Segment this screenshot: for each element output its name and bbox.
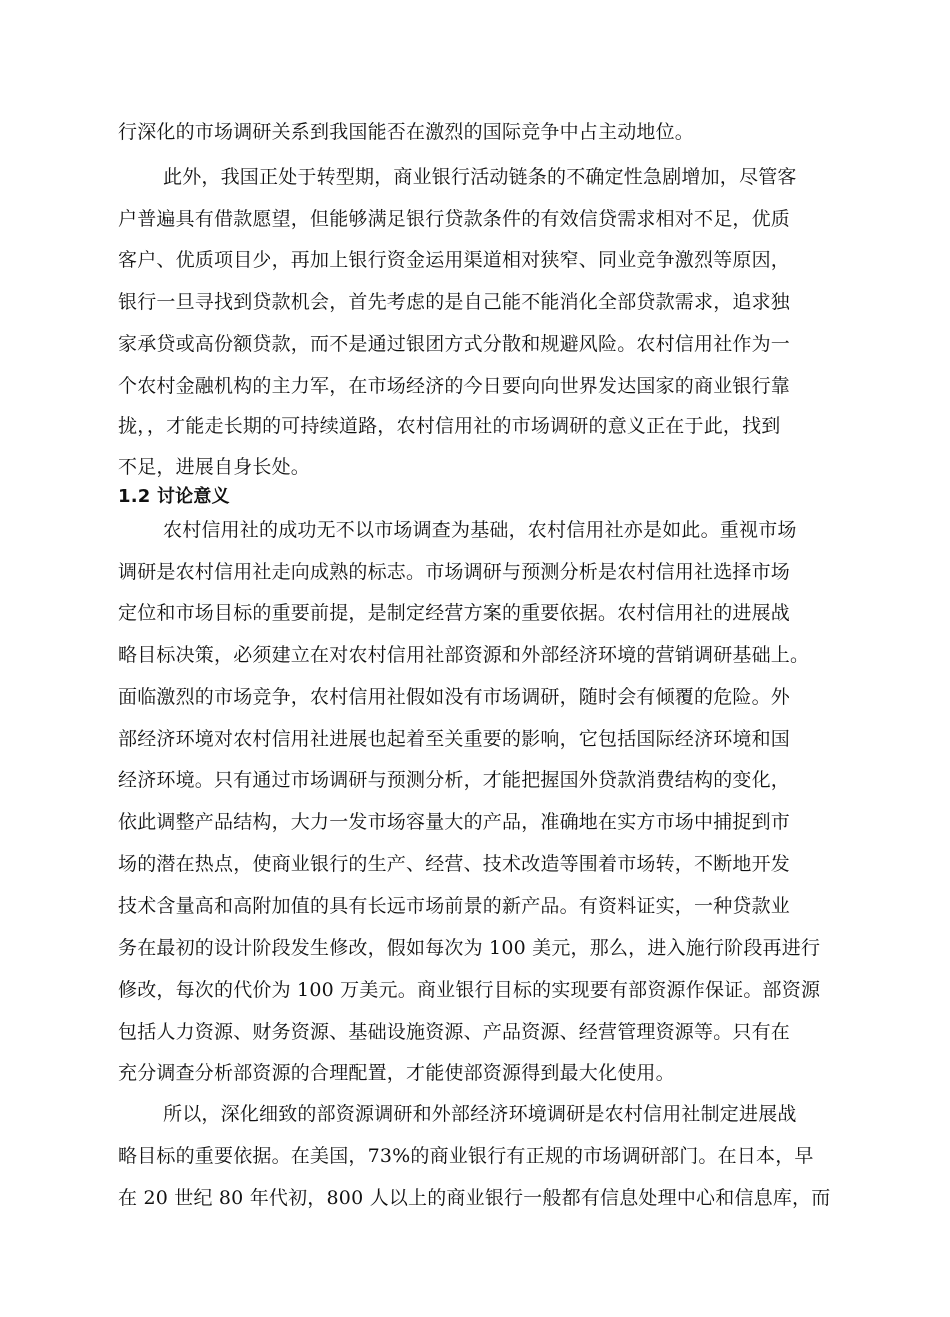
paragraph-line: 包括人力资源、财务资源、基础设施资源、产品资源、经营管理资源等。只有在 [118, 1021, 791, 1043]
paragraph-line: 技术含量高和高附加值的具有长远市场前景的新产品。有资料证实，一种贷款业 [118, 895, 791, 917]
paragraph-line: 家承贷或高份额贷款，而不是通过银团方式分散和规避风险。农村信用社作为一 [118, 333, 791, 355]
paragraph-line: 充分调查分析部资源的合理配置，才能使部资源得到最大化使用。 [118, 1062, 675, 1084]
paragraph-line: 经济环境。只有通过市场调研与预测分析，才能把握国外贷款消费结构的变化， [118, 769, 791, 791]
paragraph-line: 面临激烈的市场竞争，农村信用社假如没有市场调研，随时会有倾覆的危险。外 [118, 686, 791, 708]
paragraph-line: 务在最初的设计阶段发生修改，假如每次为 100 美元，那么，进入施行阶段再进行 [118, 937, 821, 959]
paragraph-line: 此外，我国正处于转型期，商业银行活动链条的不确定性急剧增加，尽管客 [163, 166, 797, 188]
paragraph-line: 在 20 世纪 80 年代初，800 人以上的商业银行一般都有信息处理中心和信息库，而 [118, 1187, 831, 1209]
paragraph-line: 调研是农村信用社走向成熟的标志。市场调研与预测分析是农村信用社选择市场 [118, 561, 791, 583]
paragraph-line: 不足，进展自身长处。 [118, 456, 311, 478]
paragraph-line: 行深化的市场调研关系到我国能否在激烈的国际竞争中占主动地位。 [118, 121, 695, 143]
paragraph-line: 场的潜在热点，使商业银行的生产、经营、技术改造等围着市场转，不断地开发 [118, 853, 791, 875]
paragraph-line: 所以，深化细致的部资源调研和外部经济环境调研是农村信用社制定进展战 [163, 1103, 797, 1125]
paragraph-line: 农村信用社的成功无不以市场调查为基础，农村信用社亦是如此。重视市场 [163, 519, 797, 541]
paragraph-line: 依此调整产品结构，大力一发市场容量大的产品，准确地在实方市场中捕捉到市 [118, 811, 791, 833]
section-heading: 1.2 讨论意义 [118, 486, 230, 507]
paragraph-line: 定位和市场目标的重要前提，是制定经营方案的重要依据。农村信用社的进展战 [118, 602, 791, 624]
paragraph-line: 略目标决策，必须建立在对农村信用社部资源和外部经济环境的营销调研基础上。 [118, 644, 810, 666]
paragraph-line: 拢，，才能走长期的可持续道路，农村信用社的市场调研的意义正在于此，找到 [118, 415, 781, 437]
paragraph-line: 部经济环境对农村信用社进展也起着至关重要的影响，它包括国际经济环境和国 [118, 728, 791, 750]
paragraph-line: 修改，每次的代价为 100 万美元。商业银行目标的实现要有部资源作保证。部资源 [118, 979, 821, 1001]
paragraph-line: 略目标的重要依据。在美国，73%的商业银行有正规的市场调研部门。在日本，早 [118, 1145, 814, 1167]
paragraph-line: 银行一旦寻找到贷款机会，首先考虑的是自己能不能消化全部贷款需求，追求独 [118, 291, 791, 313]
paragraph-line: 户普遍具有借款愿望，但能够满足银行贷款条件的有效信贷需求相对不足，优质 [118, 208, 791, 230]
paragraph-line: 客户、优质项目少，再加上银行资金运用渠道相对狭窄、同业竞争激烈等原因， [118, 249, 791, 271]
paragraph-line: 个农村金融机构的主力军，在市场经济的今日要向向世界发达国家的商业银行靠 [118, 375, 791, 397]
